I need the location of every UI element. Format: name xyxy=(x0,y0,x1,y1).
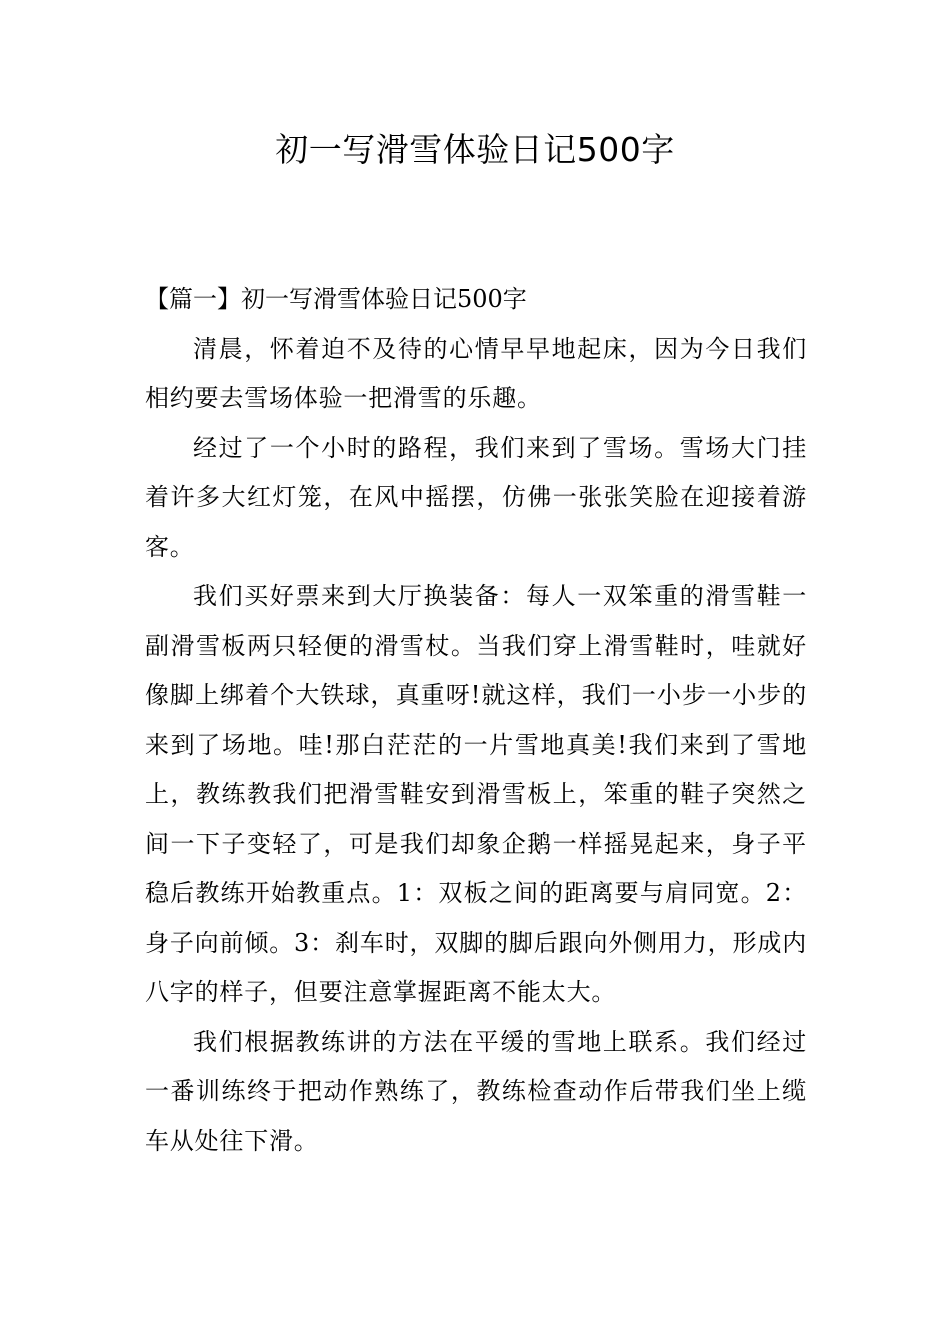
document-body xyxy=(145,275,807,1166)
paragraph-4: 我们根据教练讲的方法在平缓的雪地上联系。我们经过一番训练终于把动作熟练了，教练检查动作后带我们坐上缆车从处往下滑。 xyxy=(145,1027,807,1155)
paragraph-2: 经过了一个小时的路程，我们来到了雪场。雪场大门挂着许多大红灯笼，在风中摇摆，仿佛一张张笑脸在迎接着游客。 xyxy=(145,433,807,561)
section-heading: 【篇一】初一写滑雪体验日记500字 xyxy=(145,285,527,313)
document-title: 初一写滑雪体验日记500字 xyxy=(275,130,675,169)
paragraph-3: 我们买好票来到大厅换装备：每人一双笨重的滑雪鞋一副滑雪板两只轻便的滑雪杖。当我们穿上滑雪鞋时，哇就好像脚上绑着个大铁球，真重呀!就这样，我们一小步一小步的来到了场地。哇!那白茫茫的一片雪地真美!我们来到了雪地上，教练教我们把滑雪鞋安到滑雪板上，笨重的鞋子突然之间一下子变轻了，可是我们却象企鹅一样摇晃起来，身子平稳后教练开始教重点。1：双板之间的距离要与肩同宽。2：身子向前倾。3：刹车时，双脚的脚后跟向外侧用力，形成内八字的样子，但要注意掌握距离不能太大。 xyxy=(145,582,807,1006)
paragraph-1: 清晨，怀着迫不及待的心情早早地起床，因为今日我们相约要去雪场体验一把滑雪的乐趣。 xyxy=(145,334,807,412)
